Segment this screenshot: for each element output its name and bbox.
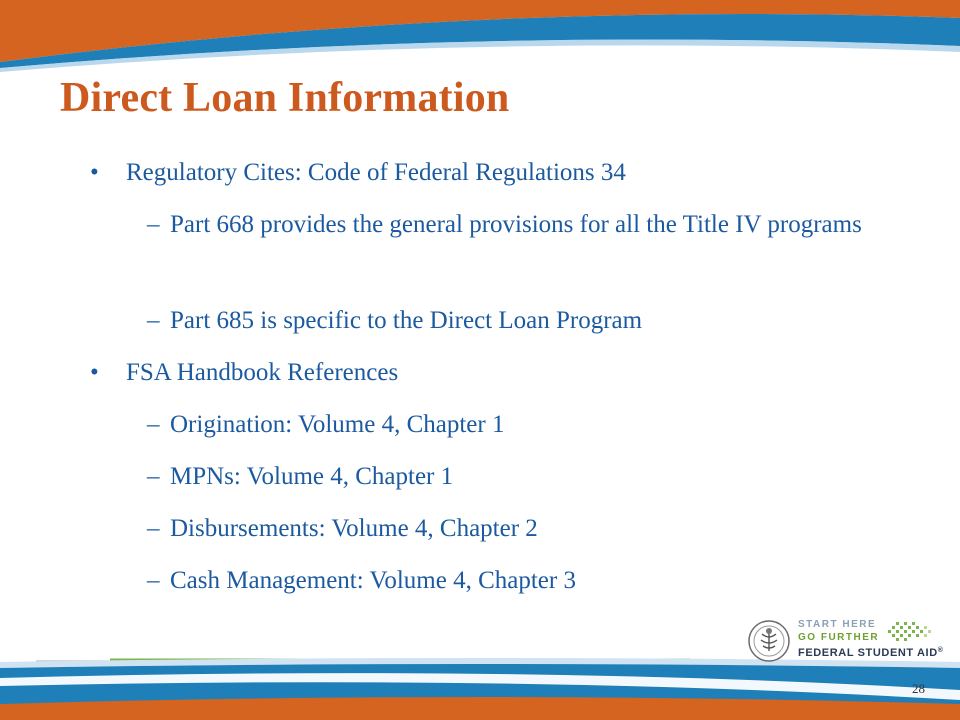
bottom-band-orange [0, 697, 960, 720]
trademark-symbol: ® [937, 647, 944, 654]
dash-icon: – [147, 411, 160, 438]
sub-bullet-item [147, 210, 890, 240]
dash-icon: – [147, 515, 160, 542]
bullet-text: FSA Handbook References [126, 359, 399, 386]
bullet-icon: • [90, 159, 99, 186]
bullet-icon: • [90, 359, 99, 386]
sub-bullet-item [147, 462, 890, 492]
sub-bullet-text: Part 668 provides the general provisions for all the Title IV programs [170, 211, 862, 238]
sub-bullet-text: Part 685 is specific to the Direct Loan Program [170, 307, 643, 334]
sub-bullet-text: Cash Management: Volume 4, Chapter 3 [170, 567, 576, 594]
logo-line-go-further: GO FURTHER [798, 632, 880, 643]
sub-bullet-item [147, 306, 890, 336]
logo-line-start-here: START HERE [798, 619, 877, 630]
bullet-item [90, 358, 399, 388]
bullet-item [90, 158, 626, 188]
dash-icon: – [147, 307, 160, 334]
sub-bullet-text: MPNs: Volume 4, Chapter 1 [170, 463, 454, 490]
department-seal-icon [748, 620, 790, 662]
bullet-text: Regulatory Cites: Code of Federal Regulations 34 [126, 159, 626, 186]
pixel-pattern-icon [888, 620, 934, 644]
sub-bullet-item [147, 566, 890, 596]
logo-text: FEDERAL STUDENT AID [798, 647, 938, 659]
sub-bullet-text: Disbursements: Volume 4, Chapter 2 [170, 515, 538, 542]
dash-icon: – [147, 211, 160, 238]
sub-bullet-text: Origination: Volume 4, Chapter 1 [170, 411, 505, 438]
logo-line-federal-student-aid [798, 647, 944, 659]
dash-icon: – [147, 463, 160, 490]
dash-icon: – [147, 567, 160, 594]
page-number: 28 [912, 681, 925, 696]
slide-title: Direct Loan Information [60, 75, 510, 121]
sub-bullet-item [147, 514, 890, 544]
fsa-logo [748, 618, 944, 664]
sub-bullet-item [147, 410, 890, 440]
